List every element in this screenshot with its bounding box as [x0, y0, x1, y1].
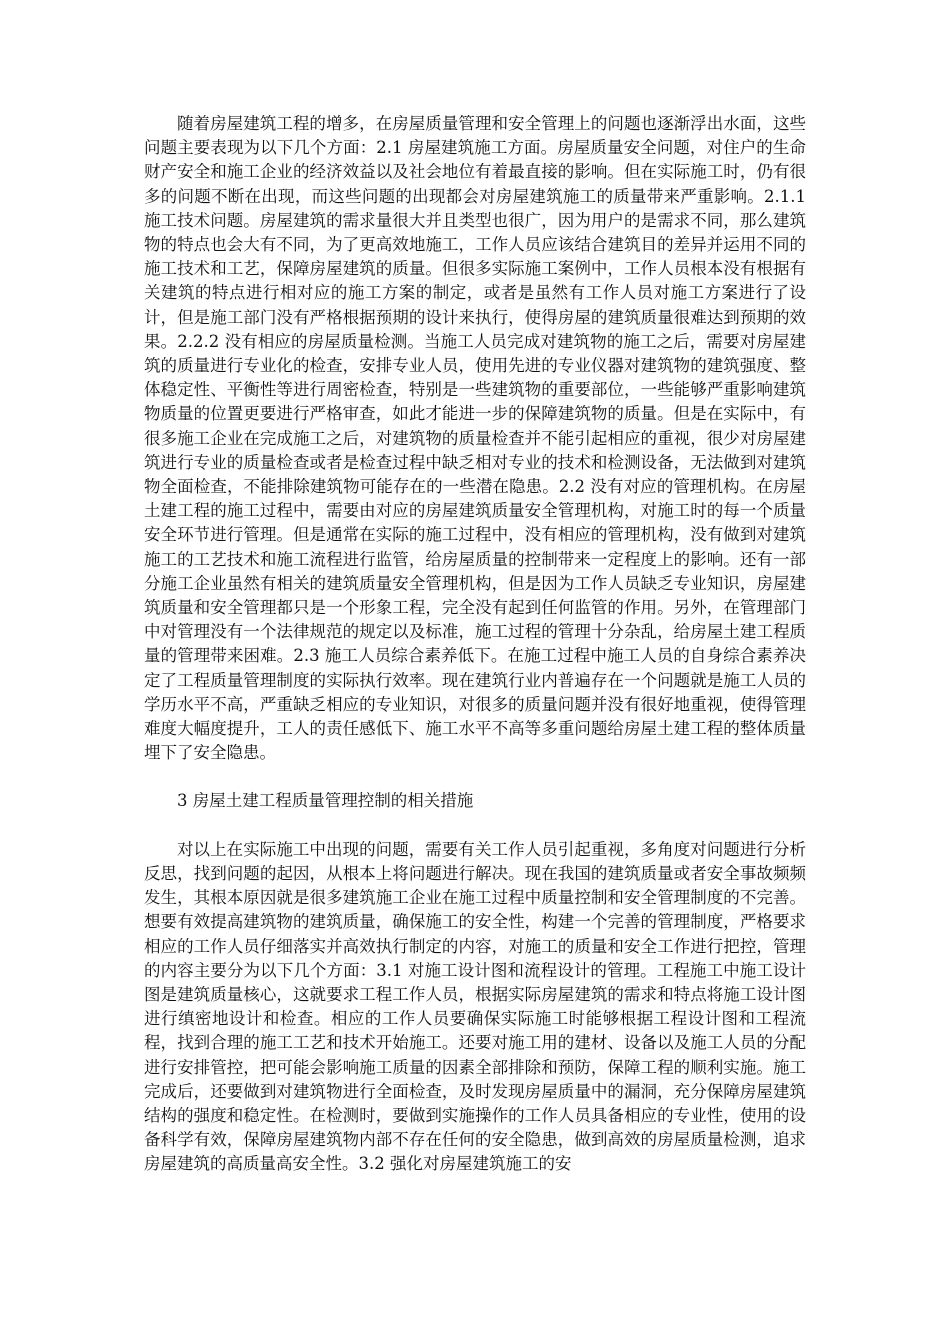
body-paragraph-1: 随着房屋建筑工程的增多，在房屋质量管理和安全管理上的问题也逐渐浮出水面，这些问题主要表现为以下几个方面：2.1 房屋建筑施工方面。房屋质量安全问题，对住户的生命财产安全和施工企业的经济效益以及社会地位有着最直接的影响。但在实际施工时，仍有很多的问题不断在出现，而这些问题的出现都会对房屋建筑施工的质量带来严重影响。2.1.1 施工技术问题。房屋建筑的需求量很大并且类型也很广，因为用户的是需求不同，那么建筑物的特点也会大有不同，为了更高效地施工，工作人员应该结合建筑目的差异并运用不同的施工技术和工艺，保障房屋建筑的质量。但很多实际施工案例中，工作人员根本没有根据有关建筑的特点进行相对应的施工方案的制定，或者是虽然有工作人员对施工方案进行了设计，但是施工部门没有严格根据预期的设计来执行，使得房屋的建筑质量很难达到预期的效果。2.2.2 没有相应的房屋质量检测。当施工人员完成对建筑物的施工之后，需要对房屋建筑的质量进行专业化的检查，安排专业人员，使用先进的专业仪器对建筑物的建筑强度、整体稳定性、平衡性等进行周密检查，特别是一些建筑物的重要部位，一些能够严重影响建筑物质量的位置更要进行严格审查，如此才能进一步的保障建筑物的质量。但是在实际中，有很多施工企业在完成施工之后，对建筑物的质量检查并不能引起相应的重视，很少对房屋建筑进行专业的质量检查或者是检查过程中缺乏相对专业的技术和检测设备，无法做到对建筑物全面检查，不能排除建筑物可能存在的一些潜在隐患。2.2 没有对应的管理机构。在房屋土建工程的施工过程中，需要由对应的房屋建筑质量安全管理机构，对施工时的每一个质量安全环节进行管理。但是通常在实际的施工过程中，没有相应的管理机构，没有做到对建筑施工的工艺技术和施工流程进行监管，给房屋质量的控制带来一定程度上的影响。还有一部分施工企业虽然有相关的建筑质量安全管理机构，但是因为工作人员缺乏专业知识，房屋建筑质量和安全管理都只是一个形象工程，完全没有起到任何监管的作用。另外，在管理部门中对管理没有一个法律规范的规定以及标准，施工过程的管理十分杂乱，给房屋土建工程质量的管理带来困难。2.3 施工人员综合素养低下。在施工过程中施工人员的自身综合素养决定了工程质量管理制度的实际执行效率。现在建筑行业内普遍存在一个问题就是施工人员的学历水平不高，严重缺乏相应的专业知识，对很多的质量问题并没有很好地重视，使得管理难度大幅度提升，工人的责任感低下、施工水平不高等多重问题给房屋土建工程的整体质量埋下了安全隐患。 [144, 114, 806, 763]
body-paragraph-2: 对以上在实际施工中出现的问题，需要有关工作人员引起重视，多角度对问题进行分析反思，找到问题的起因，从根本上将问题进行解决。现在我国的建筑质量或者安全事故频频发生，其根本原因就是很多建筑施工企业在施工过程中质量控制和安全管理制度的不完善。想要有效提高建筑物的建筑质量，确保施工的安全性，构建一个完善的管理制度，严格要求相应的工作人员仔细落实并高效执行制定的内容，对施工的质量和安全工作进行把控，管理的内容主要分为以下几个方面：3.1 对施工设计图和流程设计的管理。工程施工中施工设计图是建筑质量核心，这就要求工程工作人员，根据实际房屋建筑的需求和特点将施工设计图进行缜密地设计和检查。相应的工作人员要确保实际施工时能够根据工程设计图和工程流程，找到合理的施工工艺和技术开始施工。还要对施工用的建材、设备以及施工人员的分配进行安排管控，把可能会影响施工质量的因素全部排除和预防，保障工程的顺利实施。施工完成后，还要做到对建筑物进行全面检查，及时发现房屋质量中的漏洞，充分保障房屋建筑结构的强度和稳定性。在检测时，要做到实施操作的工作人员具备相应的专业性，使用的设备科学有效，保障房屋建筑物内部不存在任何的安全隐患，做到高效的房屋质量检测，追求房屋建筑的高质量高安全性。3.2 强化对房屋建筑施工的安 [144, 839, 806, 1174]
document-body [144, 112, 806, 1177]
section-heading: 3 房屋土建工程质量管理控制的相关措施 [177, 791, 474, 811]
